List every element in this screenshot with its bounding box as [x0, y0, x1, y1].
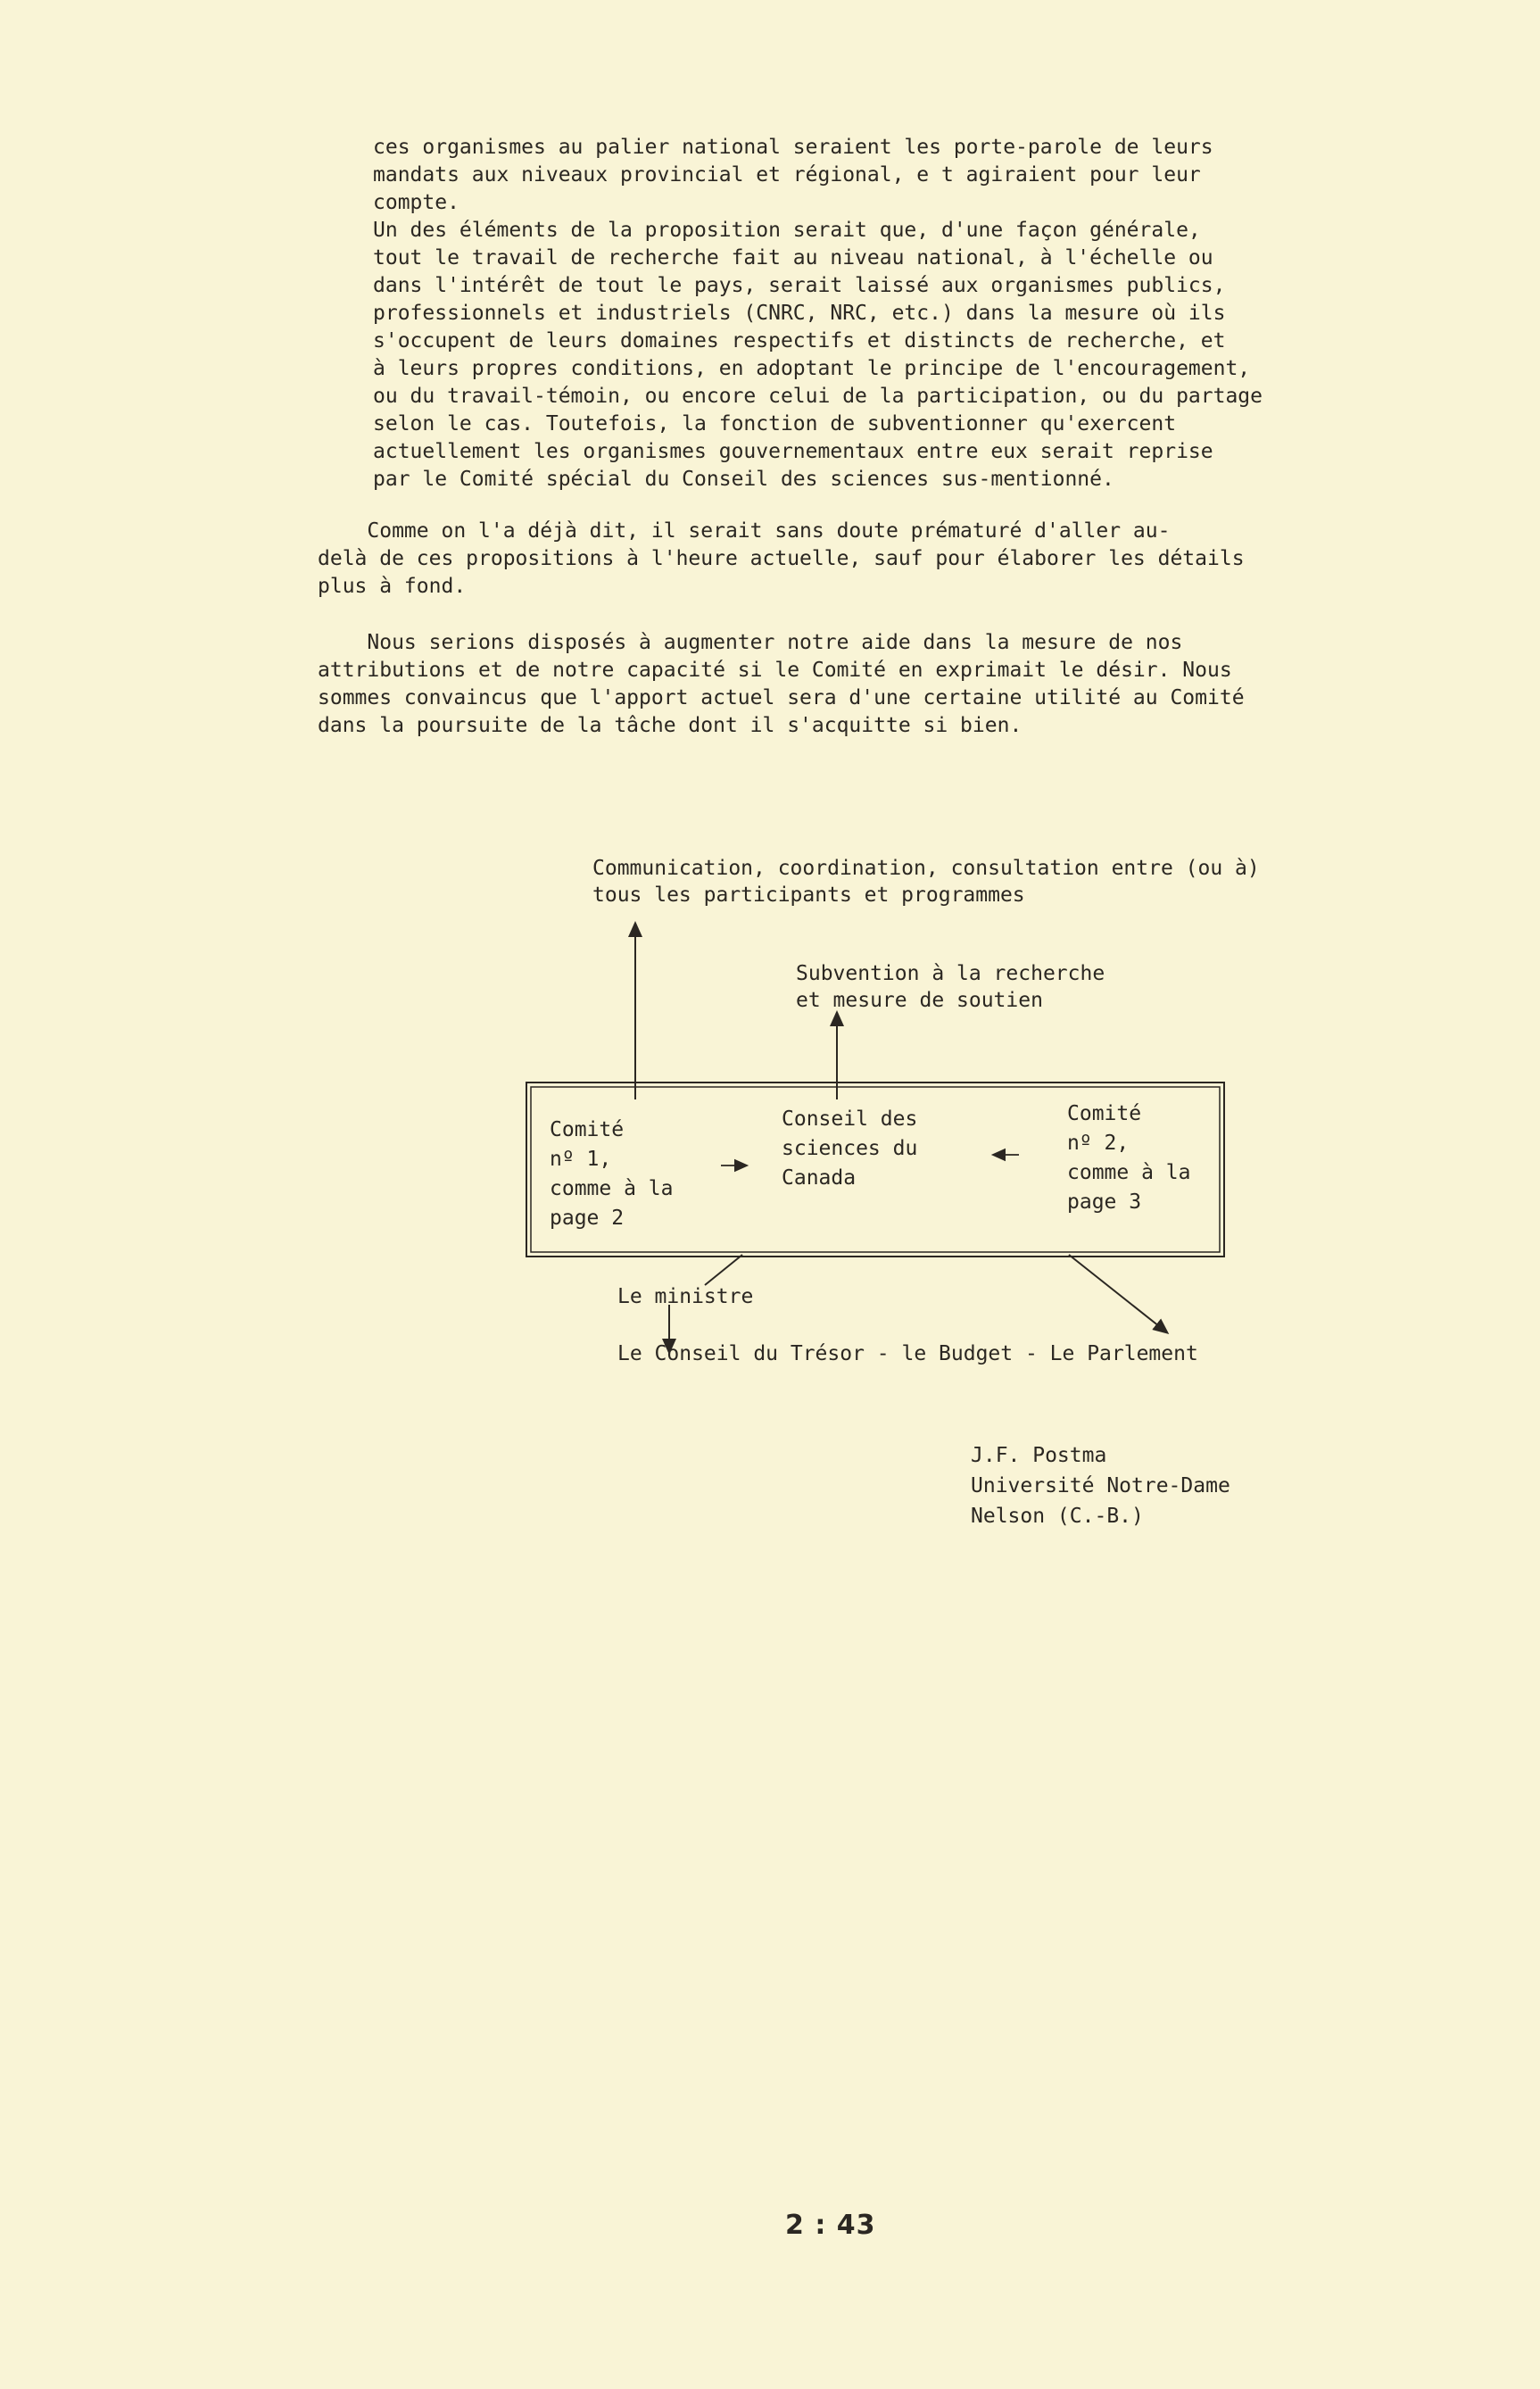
text-line: plus à fond.: [318, 575, 467, 598]
text-line: Canada: [782, 1166, 857, 1190]
signature-name: J.F. Postma: [971, 1444, 1107, 1467]
arrow-box-to-parlement: [1069, 1255, 1163, 1330]
label-subvention: [796, 960, 1105, 1014]
label-communication: [592, 855, 1260, 908]
text-line: Comme on l'a déjà dit, il serait sans doute prématuré d'aller au-: [318, 519, 1171, 543]
node-comite-1: [550, 1116, 673, 1233]
node-conseil-sciences: [782, 1105, 917, 1193]
text-line: tout le travail de recherche fait au niveau national, à l'échelle ou: [373, 246, 1213, 270]
text-line: page 3: [1067, 1190, 1142, 1214]
text-line: dans la poursuite de la tâche dont il s'acquitte si bien.: [318, 714, 1023, 737]
text-line: professionnels et industriels (CNRC, NRC, etc.) dans la mesure où ils: [373, 302, 1226, 325]
text-line: s'occupent de leurs domaines respectifs et distincts de recherche, et: [373, 329, 1226, 353]
text-line: et mesure de soutien: [796, 989, 1043, 1012]
line-box-to-ministre: [705, 1255, 742, 1285]
text-line: par le Comité spécial du Conseil des sciences sus-mentionné.: [373, 468, 1114, 491]
text-line: attributions et de notre capacité si le Comité en exprimait le désir. Nous: [318, 659, 1232, 682]
text-line: selon le cas. Toutefois, la fonction de subventionner qu'exercent: [373, 412, 1177, 435]
signature-institution: Université Notre-Dame: [971, 1474, 1230, 1497]
text-line: nº 2,: [1067, 1132, 1130, 1155]
text-line: delà de ces propositions à l'heure actuelle, sauf pour élaborer les détails: [318, 547, 1245, 570]
page-number: 2 : 43: [785, 2210, 876, 2241]
text-line: Nous serions disposés à augmenter notre aide dans la mesure de nos: [318, 631, 1183, 654]
text-line: à leurs propres conditions, en adoptant le principe de l'encouragement,: [373, 357, 1251, 380]
text-line: Comité: [1067, 1102, 1142, 1125]
text-line: compte.: [373, 191, 460, 214]
text-line: dans l'intérêt de tout le pays, serait laissé aux organismes publics,: [373, 274, 1226, 297]
text-line: sciences du: [782, 1137, 918, 1160]
text-line: ces organismes au palier national seraient les porte-parole de leurs: [373, 136, 1213, 159]
text-line: page 2: [550, 1207, 625, 1230]
text-line: nº 1,: [550, 1148, 612, 1171]
text-line: Un des éléments de la proposition serait que, d'une façon générale,: [373, 219, 1201, 242]
text-line: mandats aux niveaux provincial et régional, e t agiraient pour leur: [373, 163, 1201, 187]
text-line: Conseil des: [782, 1107, 918, 1131]
text-line: comme à la: [550, 1177, 674, 1200]
signature-location: Nelson (C.-B.): [971, 1505, 1144, 1528]
text-line: actuellement les organismes gouvernementaux entre eux serait reprise: [373, 440, 1213, 463]
label-ministre: Le ministre: [617, 1285, 754, 1308]
signature-block: [971, 1440, 1230, 1531]
label-tresor-budget-parlement: Le Conseil du Trésor - le Budget - Le Parlement: [617, 1342, 1198, 1365]
text-line: tous les participants et programmes: [592, 883, 1025, 907]
node-comite-2: [1067, 1099, 1190, 1217]
text-line: Communication, coordination, consultation entre (ou à): [592, 857, 1260, 880]
text-line: comme à la: [1067, 1161, 1191, 1184]
text-line: Subvention à la recherche: [796, 962, 1105, 985]
text-line: Comité: [550, 1118, 625, 1141]
text-line: ou du travail-témoin, ou encore celui de la participation, ou du partage: [373, 385, 1263, 408]
text-line: sommes convaincus que l'apport actuel sera d'une certaine utilité au Comité: [318, 686, 1245, 709]
